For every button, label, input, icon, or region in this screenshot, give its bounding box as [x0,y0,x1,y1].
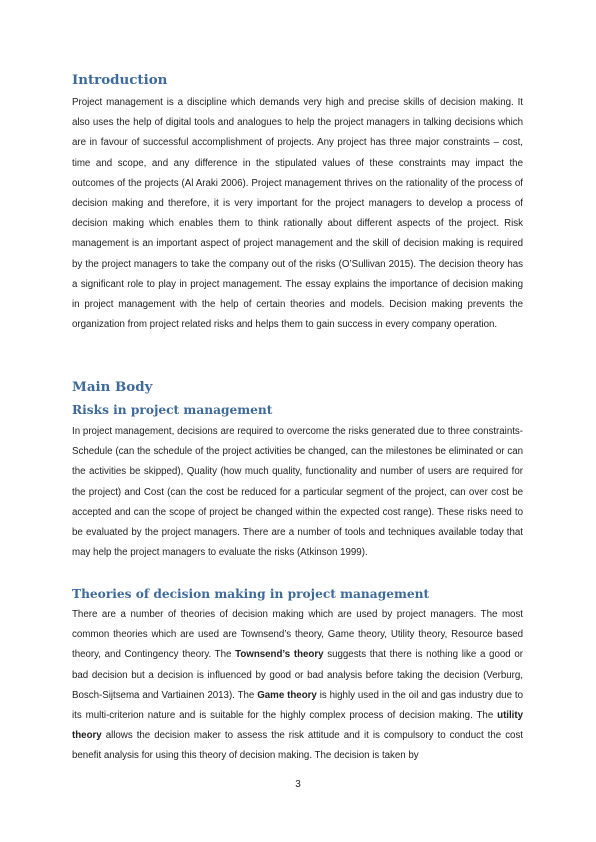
page-number: 3 [295,779,301,790]
introduction-heading: Introduction [72,72,168,88]
theories-text-3: is highly used in the oil and gas industry due to its multi-criterion nature and is suitable for the highly complex process of decision making. The [72,689,523,722]
main-body-heading: Main Body [72,379,153,395]
risks-heading: Risks in project management [72,403,273,417]
introduction-paragraph: Project management is a discipline which demands very high and precise skills of decision making. It also uses the help of digital tools and analogues to help the project managers in talking decisions which are in favour of successful accomplishment of projects. Any project has three major constraints – cost, time and scope, and any difference in the stipulated values of these constraints may impact the outcomes of the projects (Al Araki 2006). Project management thrives on the rationality of the process of decision making and therefore, it is very important for the project managers to develop a process of decision making which enables them to think rationally about different aspects of the project. Risk management is an important aspect of project management and the skill of decision making is required by the project managers to take the company out of the risks (O’Sullivan 2015). The decision theory has a significant role to play in project management. The essay explains the importance of decision making in project management with the help of certain theories and models. Decision making prevents the organization from project related risks and helps them to gain success in every company operation. [72,97,523,331]
risks-paragraph: In project management, decisions are required to overcome the risks generated due to three constraints- Schedule (can the schedule of the project activities be changed, can the milestones be eliminated or can the activities be skipped), Quality (how much quality, functionality and number of users are required for the project) and Cost (can the cost be reduced for a particular segment of the project, can over cost be accepted and can the scope of project be changed within the expected cost range). These risks need to be evaluated by the project managers. There are a number of tools and techniques available today that may help the project managers to evaluate the risks (Atkinson 1999). [72,426,523,559]
theories-heading: Theories of decision making in project management [72,587,430,601]
theories-text-4: allows the decision maker to assess the risk attitude and it is compulsory to conduct the cost benefit analysis for using this theory of decision making. The decision is taken by [72,730,523,762]
utility-theory-term: utility theory [72,710,523,742]
theories-paragraph [72,605,523,767]
game-theory-term: Game theory [257,689,317,701]
theories-text-2: suggests that there is nothing like a good or bad decision but a decision is influenced by good or bad analysis before taking the decision (Verburg, Bosch-Sijtsema and Vartiainen 2013). The [72,649,523,701]
theories-text-1: There are a number of theories of decision making which are used by project managers. The most common theories which are used are Townsend’s theory, Game theory, Utility theory, Resource based theory, and Contingency theory. The [72,609,523,661]
townsend-theory-term: Townsend’s theory [235,649,324,661]
